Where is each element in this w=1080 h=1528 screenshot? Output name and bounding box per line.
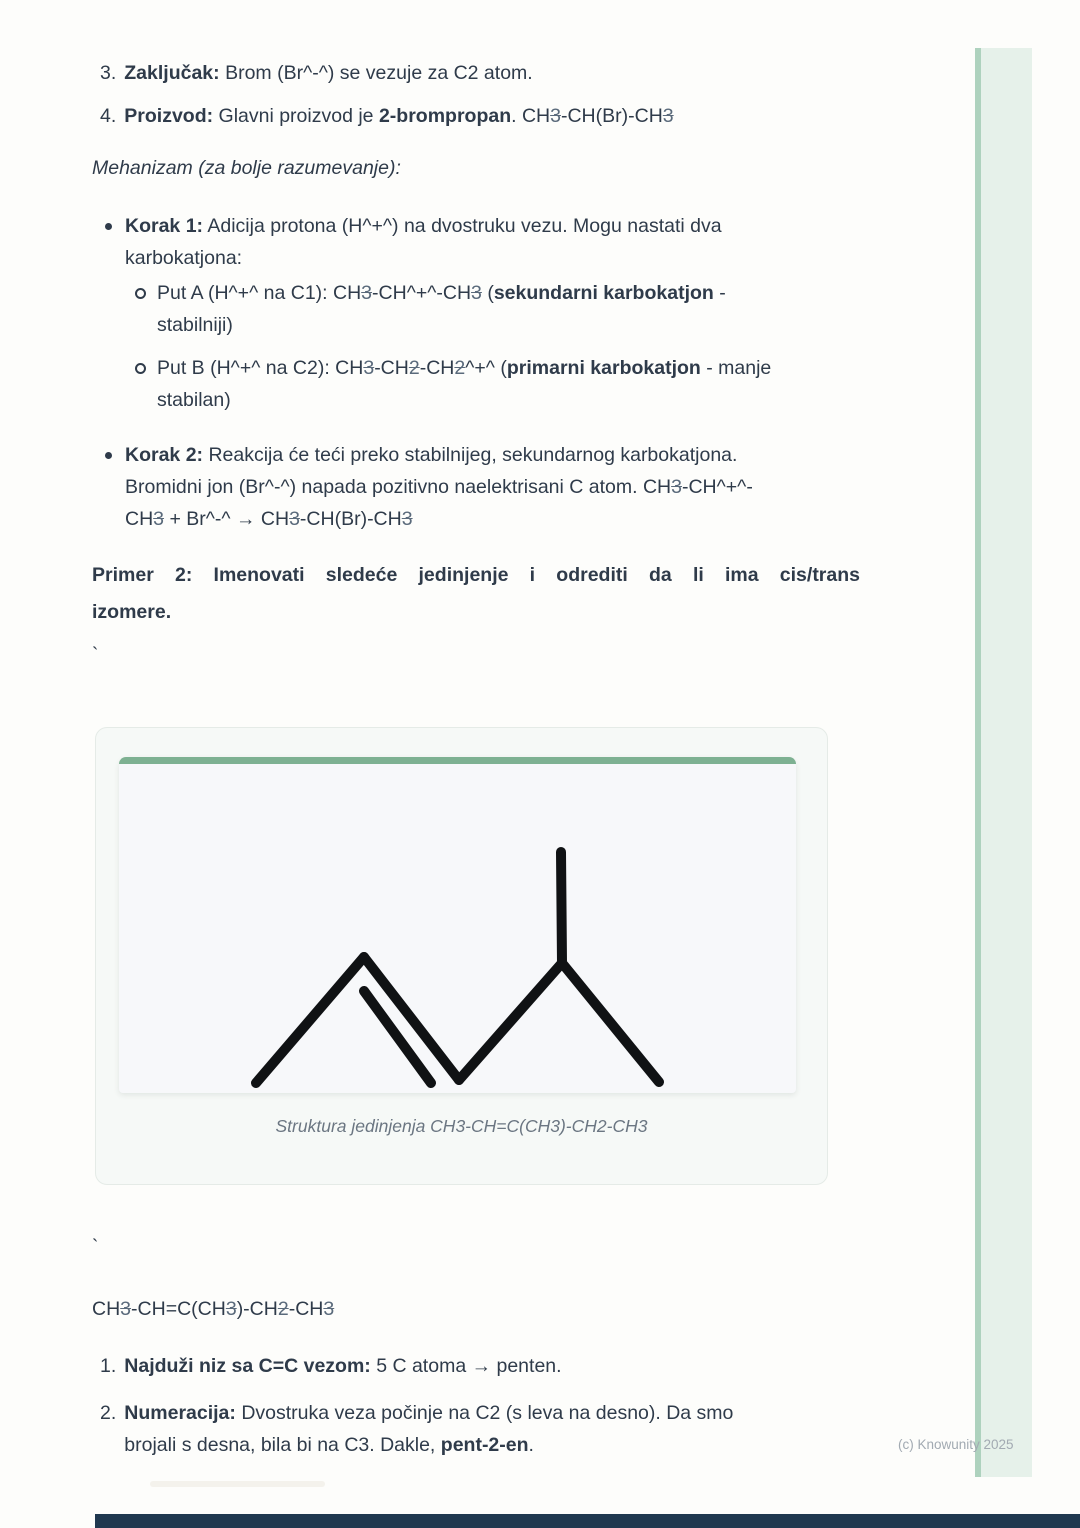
text-segment: Brom (Br^-^) se vezuje za C2 atom. — [219, 62, 533, 84]
bond-line — [459, 963, 562, 1080]
text-segment: 2-brompropan — [378, 105, 512, 127]
text-segment: Najduži niz sa C=C vezom: — [124, 1355, 371, 1377]
structure-image-panel — [119, 757, 796, 1093]
formula-line — [92, 1293, 792, 1325]
figure-caption: Struktura jedinjenja CH3-CH=C(CH3)-CH2-CH3 — [275, 1116, 648, 1136]
list-item-text — [124, 1350, 561, 1382]
list-item-text — [124, 100, 673, 132]
text-segment: stabilan) — [157, 389, 231, 411]
text-segment: 3 — [361, 282, 373, 304]
text-segment: Put B (H^+^ na C2): CH — [157, 357, 364, 379]
text-segment: Zaključak: — [124, 62, 220, 84]
text-segment: -CH^+^-CH — [372, 282, 472, 304]
list-number: 1. — [100, 1355, 117, 1377]
list-item-najduzi-niz — [100, 1350, 900, 1382]
subbullet-put-b — [135, 352, 895, 416]
list-item-proizvod — [100, 100, 920, 132]
list-number: 4. — [100, 105, 117, 127]
text-segment: CH — [92, 1298, 121, 1320]
text-segment: Glavni proizvod je — [213, 105, 379, 127]
bullet-icon — [105, 223, 112, 230]
subbullet-put-a — [135, 277, 895, 341]
list-item-text — [124, 57, 532, 89]
text-segment: brojali s desna, bila bi na C3. Dakle, — [124, 1434, 441, 1456]
primer-2-line-1: Primer 2: Imenovati sledeće jedinjenje i odrediti da li ima cis/trans — [92, 564, 860, 586]
text-segment: )-CH — [236, 1298, 278, 1320]
list-number: 3. — [100, 62, 117, 84]
bullet-korak-1 — [105, 210, 905, 274]
text-segment: stabilniji) — [157, 314, 233, 336]
text-segment: Adicija protona (H^+^) na dvostruku vezu. Mogu nastati dva — [203, 215, 722, 237]
text-segment: Reakcija će teći preko stabilnijeg, sekundarnog karbokatjona. — [203, 444, 738, 466]
text-segment: -CH — [419, 357, 455, 379]
circle-bullet-icon — [135, 363, 146, 374]
subbullet-text — [157, 277, 726, 341]
text-segment: - — [713, 282, 726, 304]
text-segment: CH — [125, 508, 154, 530]
bullet-text — [125, 210, 722, 274]
text-segment: 3 — [363, 357, 375, 379]
text-segment: -CH(Br)-CH — [299, 508, 402, 530]
text-segment: - manje — [700, 357, 772, 379]
right-green-stripe — [975, 48, 1032, 1477]
structure-svg — [119, 757, 796, 1093]
text-segment: 3 — [323, 1298, 335, 1320]
bond-line — [256, 957, 364, 1083]
text-segment: + Br^-^ → CH — [164, 508, 290, 530]
subbullet-text — [157, 352, 771, 416]
stray-backtick: ` — [92, 1237, 99, 1258]
bullet-text — [125, 439, 753, 535]
text-segment: sekundarni karbokatjon — [493, 282, 714, 304]
text-segment: Put A (H^+^ na C1): CH — [157, 282, 362, 304]
text-segment: -CH=C(CH — [131, 1298, 226, 1320]
next-section-top-edge — [95, 1514, 1080, 1528]
text-segment: 3 — [401, 508, 413, 530]
text-segment: 3 — [550, 105, 561, 127]
text-segment: Korak 2: — [125, 444, 204, 466]
mechanism-heading — [92, 152, 872, 184]
text-segment: 2 — [277, 1298, 289, 1320]
text-segment: ^+^ ( — [465, 357, 507, 379]
text-segment: Dvostruka veza počinje na C2 (s leva na desno). Da smo — [235, 1402, 734, 1424]
text-segment: -CH(Br)-CH — [560, 105, 663, 127]
text-segment: ( — [481, 282, 494, 304]
text-segment: Mehanizam (za bolje razumevanje): — [92, 157, 401, 179]
text-segment: Proizvod: — [124, 105, 214, 127]
text-segment: 3 — [289, 508, 300, 530]
text-segment: 3 — [471, 282, 482, 304]
text-segment: 3 — [120, 1298, 132, 1320]
text-segment: 2 — [454, 357, 466, 379]
bullet-korak-2 — [105, 439, 905, 535]
structure-figure-card — [95, 727, 828, 1185]
watermark: (c) Knowunity 2025 — [898, 1437, 1014, 1452]
stray-backtick: ` — [92, 645, 99, 666]
faint-smudge — [150, 1481, 325, 1487]
text-segment: pent-2-en — [440, 1434, 529, 1456]
list-item-numeracija — [100, 1397, 900, 1461]
list-item-zakljucak — [100, 57, 880, 89]
list-number: 2. — [100, 1402, 117, 1424]
primer-2-line-2: izomere. — [92, 601, 172, 623]
text-segment: Numeracija: — [124, 1402, 236, 1424]
text-segment: . CH — [511, 105, 551, 127]
text-segment: 3 — [225, 1298, 237, 1320]
bond-line — [562, 963, 659, 1082]
text-segment: primarni karbokatjon — [506, 357, 701, 379]
text-segment: 2 — [408, 357, 420, 379]
text-segment: . — [528, 1434, 534, 1456]
text-segment: Bromidni jon (Br^-^) napada pozitivno naelektrisani C atom. CH — [125, 476, 672, 498]
bullet-icon — [105, 452, 112, 459]
text-segment: 3 — [153, 508, 165, 530]
text-segment: -CH — [288, 1298, 324, 1320]
text-segment: 3 — [662, 105, 674, 127]
text-segment: Korak 1: — [125, 215, 204, 237]
text-segment: karbokatjona: — [125, 247, 243, 269]
primer-2-paragraph — [92, 557, 860, 631]
text-segment: 5 C atoma → penten. — [370, 1355, 562, 1377]
text-segment: -CH — [374, 357, 409, 379]
text-segment: 3 — [671, 476, 682, 498]
circle-bullet-icon — [135, 288, 146, 299]
text-segment: -CH^+^- — [681, 476, 753, 498]
bond-line — [561, 852, 562, 963]
list-item-text — [124, 1397, 733, 1461]
